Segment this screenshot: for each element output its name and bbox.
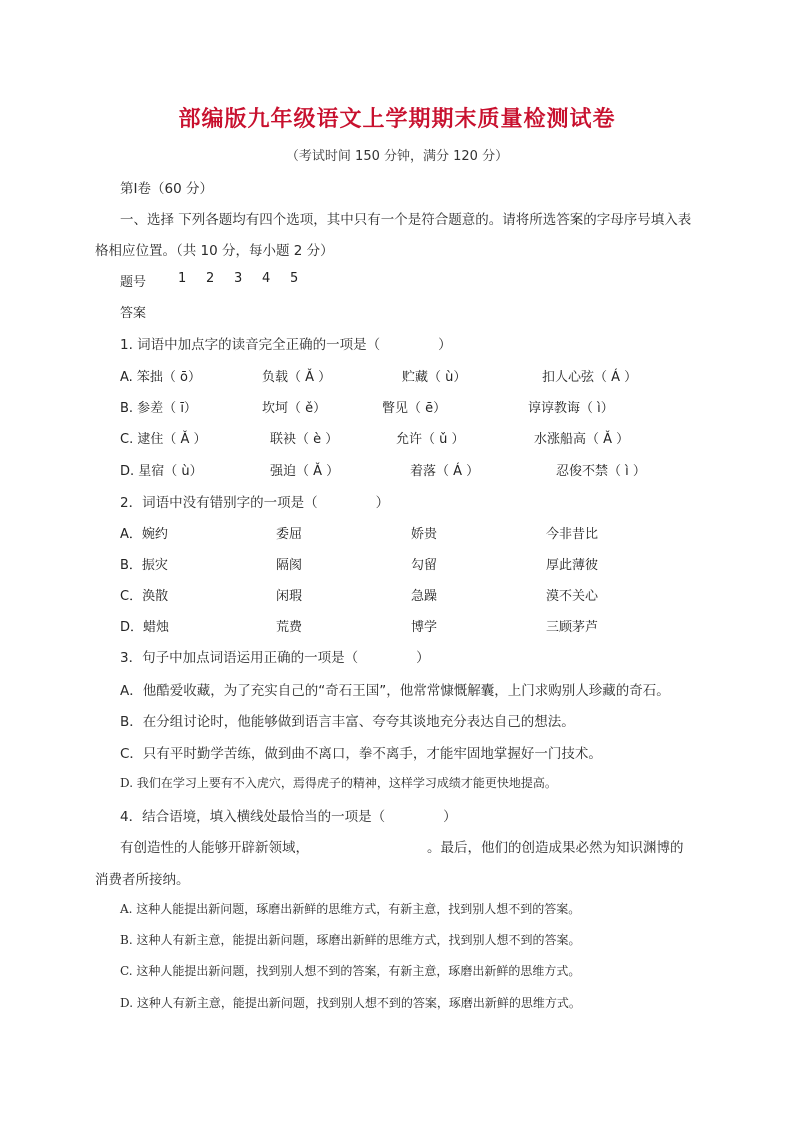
question-stem-close: ）	[416, 650, 430, 666]
q4-option-b: B. 这种人有新主意，能提出新问题，琢磨出新鲜的思维方式，找到别人想不到的答案。	[120, 933, 581, 947]
q2-option-b-1: B．振灾	[120, 558, 168, 573]
question-stem-close: ）	[438, 337, 452, 353]
question-stem-text: 3．句子中加点词语运用正确的一项是（	[120, 650, 359, 666]
question-stem-text: 1. 词语中加点字的读音完全正确的一项是（	[120, 337, 381, 353]
answer-table-number: 1	[178, 271, 187, 286]
answer-table-number: 4	[262, 271, 271, 286]
question-stem-close: ）	[375, 495, 390, 511]
q1-option-a-4: 扣人心弦（ Á ）	[542, 370, 638, 385]
q2-option-c-1: C．涣散	[120, 589, 169, 604]
q1-option-c-4: 水涨船高（ Ǎ ）	[534, 432, 630, 447]
q2-option-d-3: 博学	[411, 620, 438, 635]
q4-option-a: A. 这种人能提出新问题，琢磨出新鲜的思维方式，有新主意，找到别人想不到的答案。	[120, 902, 581, 916]
q4-option-d: D. 这种人有新主意，能提出新问题，找到别人想不到的答案，琢磨出新鲜的思维方式。	[120, 996, 581, 1010]
q2-option-d-2: 荒费	[276, 620, 303, 635]
q2-option-b-4: 厚此薄彼	[546, 558, 599, 573]
answer-table-header-label: 题号	[120, 275, 147, 290]
question-stem-close: ）	[443, 809, 457, 825]
part-heading: 第Ⅰ卷（60 分）	[120, 181, 213, 197]
q4-context-after-blank: 。最后，他们的创造成果必然为知识渊博的	[427, 840, 684, 856]
q1-option-a-1: A. 笨拙（ ō）	[120, 370, 202, 385]
q3-option-b: B．在分组讨论时，他能够做到语言丰富、夸夸其谈地充分表达自己的想法。	[120, 714, 575, 730]
question-1-stem	[120, 333, 452, 353]
q2-option-c-3: 急躁	[411, 589, 438, 604]
q1-option-c-2: 联袂（ è ）	[270, 432, 339, 447]
q4-context-line2: 消费者所接纳。	[95, 872, 190, 888]
q1-option-d-4: 忍俊不禁（ ì ）	[556, 464, 646, 479]
q1-option-b-1: B. 参差（ ī）	[120, 401, 197, 416]
exam-subtitle: （考试时间 150 分钟，满分 120 分）	[285, 149, 509, 164]
question-stem-text: 2．词语中没有错别字的一项是（	[120, 495, 318, 511]
q2-option-a-1: A．婉约	[120, 527, 168, 542]
q4-option-c: C. 这种人能提出新问题，找到别人想不到的答案，有新主意，琢磨出新鲜的思维方式。	[120, 964, 581, 978]
q4-context-line1	[120, 836, 684, 856]
q1-option-c-3: 允许（ ǔ ）	[396, 432, 465, 447]
q1-option-b-2: 坎坷（ ě）	[262, 401, 327, 416]
page-title: 部编版九年级语文上学期期末质量检测试卷	[178, 106, 616, 132]
question-4-stem	[120, 805, 457, 825]
q1-option-b-3: 瞥见（ ē）	[382, 401, 447, 416]
q3-option-c: C．只有平时勤学苦练，做到曲不离口，拳不离手，才能牢固地掌握好一门技术。	[120, 746, 602, 762]
q2-option-d-1: D．蜡烛	[120, 620, 170, 635]
q2-option-b-3: 勾留	[411, 558, 438, 573]
q4-context-before-blank: 有创造性的人能够开辟新领域，	[120, 840, 309, 856]
q2-option-a-2: 委屈	[276, 527, 303, 542]
answer-table-number: 5	[290, 271, 299, 286]
q2-option-b-2: 隔阂	[276, 558, 303, 573]
section-instructions-line1: 一、选择 下列各题均有四个选项，其中只有一个是符合题意的。请将所选答案的字母序号填入表	[120, 212, 692, 228]
answer-table-number: 2	[206, 271, 215, 286]
question-stem-text: 4．结合语境，填入横线处最恰当的一项是（	[120, 809, 386, 825]
q3-option-a: A．他酷爱收藏，为了充实自己的“奇石王国”，他常常慷慨解囊，上门求购别人珍藏的奇石。	[120, 683, 670, 699]
q2-option-a-3: 娇贵	[411, 527, 438, 542]
question-3-stem	[120, 646, 430, 666]
answer-table-number: 3	[234, 271, 243, 286]
q1-option-d-1: D. 星宿（ ù）	[120, 464, 203, 479]
q1-option-d-3: 着落（ Á ）	[410, 464, 480, 479]
q2-option-c-4: 漠不关心	[546, 589, 599, 604]
q2-option-d-4: 三顾茅芦	[546, 620, 599, 635]
q1-option-d-2: 强迫（ Ǎ ）	[270, 464, 340, 479]
q2-option-a-4: 今非昔比	[546, 527, 599, 542]
answer-table-answer-label: 答案	[120, 306, 147, 321]
q1-option-a-2: 负载（ Ǎ ）	[262, 370, 332, 385]
section-instructions-line2: 格相应位置。（共 10 分，每小题 2 分）	[95, 243, 334, 259]
q3-option-d: D. 我们在学习上要有不入虎穴，焉得虎子的精神，这样学习成绩才能更快地提高。	[120, 776, 557, 790]
q1-option-b-4: 谆谆教诲（ ì）	[528, 401, 614, 416]
question-2-stem	[120, 491, 389, 511]
q2-option-c-2: 闲瑕	[276, 589, 303, 604]
q1-option-c-1: C. 逮住（ Ǎ ）	[120, 432, 207, 447]
q1-option-a-3: 贮藏（ ù）	[402, 370, 467, 385]
